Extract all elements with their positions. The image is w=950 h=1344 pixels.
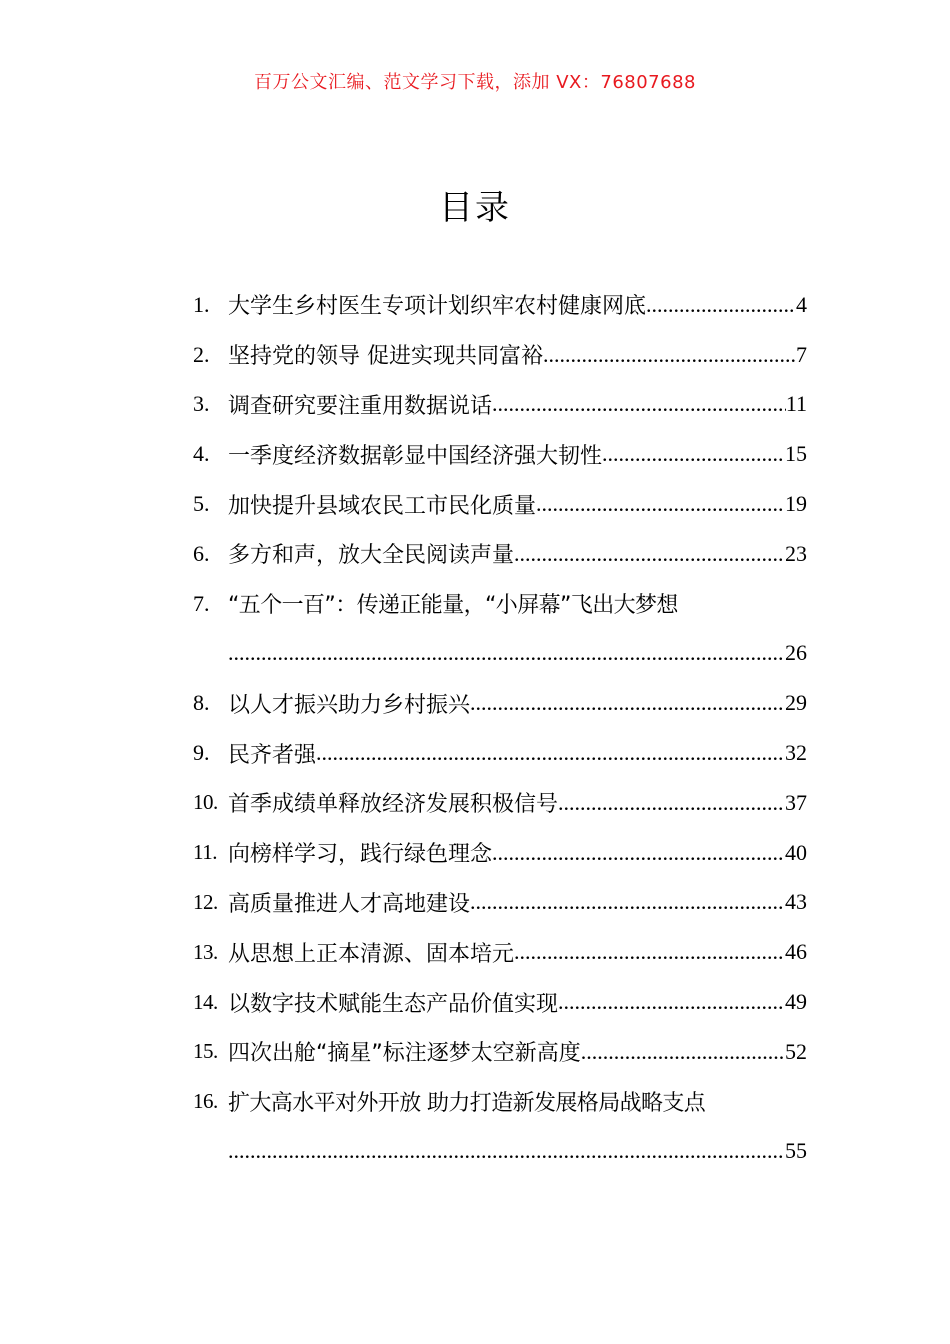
toc-page-number: 15 <box>785 441 807 467</box>
toc-page-number: 29 <box>785 690 807 716</box>
toc-page-number: 55 <box>785 1138 807 1164</box>
dot-leader <box>514 939 785 965</box>
toc-page-number: 19 <box>785 491 807 517</box>
toc-number: 5. <box>193 491 210 517</box>
header-banner: 百万公文汇编、范文学习下载，添加 VX：76807688 <box>254 72 696 93</box>
toc-number: 6. <box>193 540 210 566</box>
toc-title: 四次出舱“摘星”标注逐梦太空新高度 <box>228 1041 581 1067</box>
toc-page-number: 11 <box>785 391 807 417</box>
dot-leader <box>581 1039 785 1065</box>
toc-title: 从思想上正本清源、固本培元 <box>228 941 515 967</box>
toc-entry-13[interactable] <box>193 927 807 977</box>
toc-title: 高质量推进人才高地建设 <box>228 891 471 917</box>
toc-number: 10. <box>193 790 218 815</box>
toc-title: 坚持党的领导 促进实现共同富裕 <box>228 344 543 370</box>
dot-leader <box>228 640 785 666</box>
table-of-contents <box>193 280 807 1176</box>
toc-page-number: 46 <box>785 939 807 965</box>
toc-page-number: 32 <box>785 740 807 766</box>
toc-number: 3. <box>193 391 210 417</box>
toc-entry-5[interactable] <box>193 479 807 529</box>
toc-page-number: 49 <box>785 989 807 1015</box>
dot-leader <box>514 541 785 567</box>
toc-entry-3[interactable] <box>193 380 807 430</box>
toc-number: 2. <box>193 341 210 367</box>
toc-title: 首季成绩单释放经济发展积极信号 <box>228 792 559 818</box>
toc-title: “五个一百”：传递正能量，“小屏幕”飞出大梦想 <box>228 593 678 619</box>
toc-number: 8. <box>193 690 210 716</box>
toc-entry-7-continuation[interactable] <box>193 629 807 679</box>
toc-number: 15. <box>193 1039 218 1064</box>
toc-entry-1[interactable] <box>193 280 807 330</box>
toc-number: 11. <box>193 840 217 865</box>
toc-number: 16. <box>193 1089 218 1114</box>
toc-page-number: 37 <box>785 789 807 815</box>
toc-number: 14. <box>193 989 218 1014</box>
dot-leader <box>492 391 786 417</box>
toc-entry-7[interactable] <box>193 579 807 629</box>
toc-page-number: 23 <box>785 540 807 566</box>
toc-entry-8[interactable] <box>193 678 807 728</box>
toc-entry-16[interactable] <box>193 1077 807 1127</box>
toc-entry-11[interactable] <box>193 828 807 878</box>
toc-title: 一季度经济数据彰显中国经济强大韧性 <box>228 443 603 469</box>
dot-leader <box>316 740 785 766</box>
toc-entry-2[interactable] <box>193 330 807 380</box>
toc-title: 加快提升县域农民工市民化质量 <box>228 493 537 519</box>
dot-leader <box>558 790 785 816</box>
toc-number: 12. <box>193 889 218 914</box>
toc-title: 民齐者强 <box>228 742 317 768</box>
toc-entry-6[interactable] <box>193 529 807 579</box>
toc-page-number: 7 <box>796 341 807 367</box>
toc-entry-16-continuation[interactable] <box>193 1127 807 1177</box>
toc-title: 以数字技术赋能生态产品价值实现 <box>228 991 559 1017</box>
toc-page-number: 26 <box>785 640 807 666</box>
toc-page-number: 43 <box>785 889 807 915</box>
toc-page-number: 4 <box>796 291 807 317</box>
dot-leader <box>228 1138 785 1164</box>
dot-leader <box>646 292 796 318</box>
toc-entry-9[interactable] <box>193 728 807 778</box>
toc-page-number: 40 <box>785 839 807 865</box>
toc-title: 多方和声，放大全民阅读声量 <box>228 543 515 569</box>
toc-title: 扩大高水平对外开放 助力打造新发展格局战略支点 <box>228 1091 706 1117</box>
toc-number: 7. <box>193 590 210 616</box>
toc-entry-10[interactable] <box>193 778 807 828</box>
toc-number: 9. <box>193 740 210 766</box>
page-title: 目录 <box>439 188 511 228</box>
toc-entry-4[interactable] <box>193 429 807 479</box>
toc-entry-12[interactable] <box>193 878 807 928</box>
toc-number: 4. <box>193 441 210 467</box>
toc-title: 大学生乡村医生专项计划织牢农村健康网底 <box>228 294 647 320</box>
toc-number: 1. <box>193 291 210 317</box>
toc-entry-14[interactable] <box>193 977 807 1027</box>
dot-leader <box>558 989 785 1015</box>
toc-title: 向榜样学习，践行绿色理念 <box>228 842 493 868</box>
dot-leader <box>543 342 796 368</box>
dot-leader <box>492 840 785 866</box>
dot-leader <box>536 491 785 517</box>
dot-leader <box>602 441 785 467</box>
toc-title: 调查研究要注重用数据说话 <box>228 393 493 419</box>
toc-title: 以人才振兴助力乡村振兴 <box>228 692 471 718</box>
toc-page-number: 52 <box>785 1038 807 1064</box>
dot-leader <box>470 690 785 716</box>
toc-entry-15[interactable] <box>193 1027 807 1077</box>
dot-leader <box>470 889 785 915</box>
toc-number: 13. <box>193 939 218 964</box>
